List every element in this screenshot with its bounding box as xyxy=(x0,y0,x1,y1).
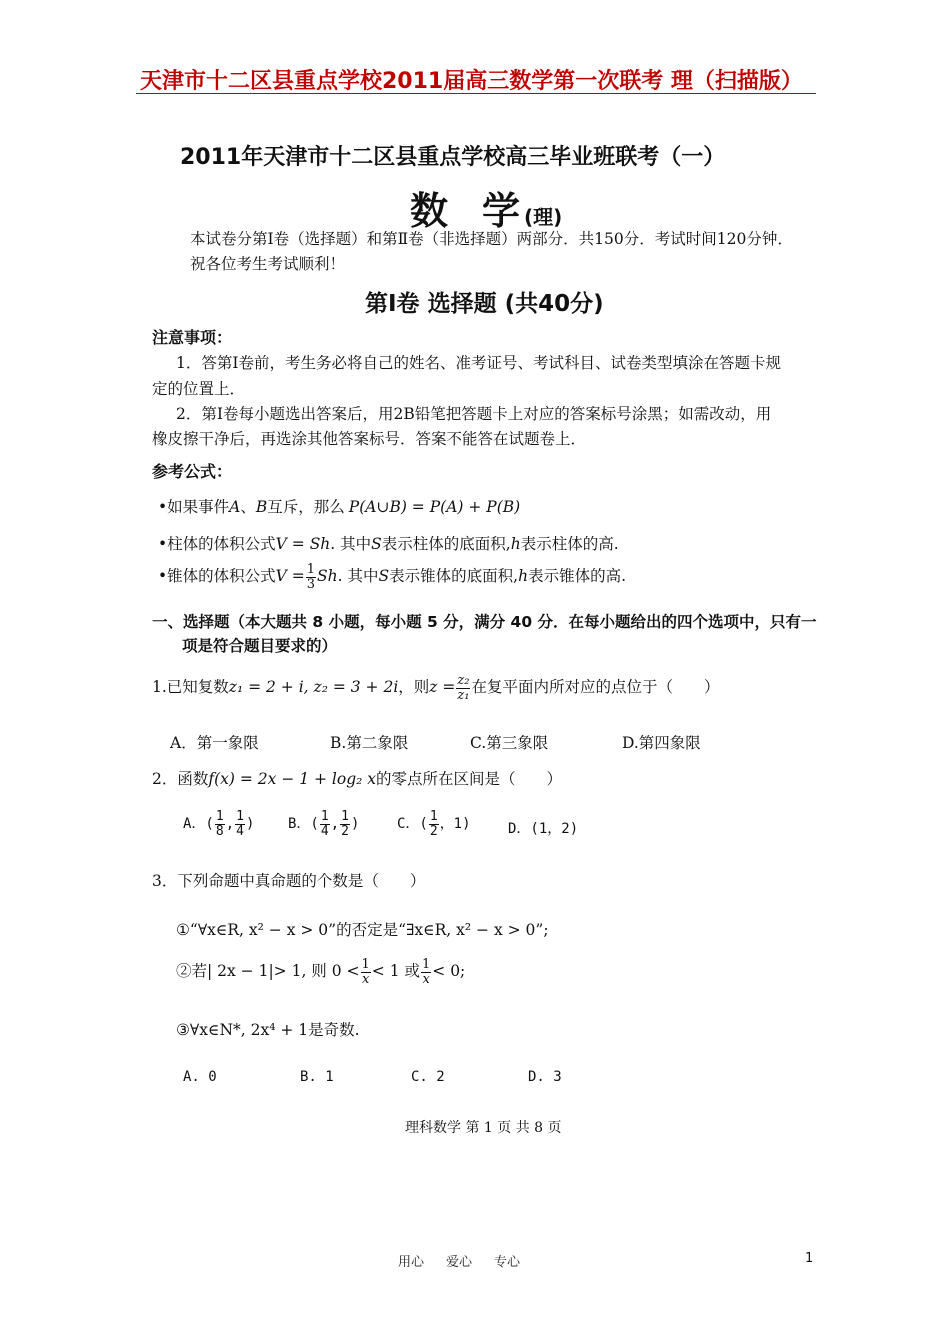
q1-frac-num: z₂ xyxy=(457,673,470,688)
q2-b-comma: , xyxy=(330,816,340,833)
motto-2: 爱心 xyxy=(446,1255,473,1270)
exam-title: 2011年天津市十二区县重点学校高三毕业班联考（一） xyxy=(180,145,726,170)
q1-frac-den: z₁ xyxy=(457,687,470,703)
event-a: A xyxy=(229,498,241,516)
formula-pyramid-sh: Sh xyxy=(317,567,338,586)
frac-den: 2 xyxy=(429,823,438,839)
q2-rest: 的零点所在区间是（ ） xyxy=(376,770,563,788)
frac-num: 1 xyxy=(236,809,244,824)
q2-option-c[interactable] xyxy=(397,810,471,838)
q2-a-frac-1 xyxy=(215,810,225,838)
formula-pyramid-label: •锥体的体积公式 xyxy=(158,567,276,586)
q1-prefix: 1.已知复数 xyxy=(152,678,229,697)
formula-prism xyxy=(158,532,619,554)
q3-s2-frac-1 xyxy=(361,958,371,986)
q2-c-rest: ，1) xyxy=(439,816,471,833)
formula-prism-text-a: . 其中 xyxy=(330,535,372,553)
q1-option-c[interactable]: C.第三象限 xyxy=(470,734,549,752)
q3-option-c[interactable]: C. 2 xyxy=(411,1069,445,1085)
note-2-line-1: 2．第Ⅰ卷每小题选出答案后，用2B铅笔把答题卡上对应的答案标号涂黑；如需改动，用 xyxy=(176,405,772,423)
page-footer: 理科数学 第 1 页 共 8 页 xyxy=(405,1120,562,1136)
formula-pyramid-s: S xyxy=(378,567,390,586)
q1-given: z₁ = 2 + i, z₂ = 3 + 2i xyxy=(228,678,399,697)
frac-num: 1 xyxy=(320,809,329,824)
note-1-line-2: 定的位置上． xyxy=(152,380,246,398)
q2-prefix: 2．函数 xyxy=(152,770,209,788)
notes-title: 注意事项： xyxy=(152,328,233,347)
formula-union-expr: P(A∪B) = P(A) + P(B) xyxy=(348,498,521,516)
formula-pyramid-text-b: 表示锥体的底面积, xyxy=(389,567,519,586)
frac-num: 1 xyxy=(341,809,349,824)
frac-den: 3 xyxy=(306,576,316,592)
page-number: 1 xyxy=(805,1251,814,1266)
formula-pyramid-text-c: 表示锥体的高. xyxy=(528,567,626,586)
subject-char-right: 学 xyxy=(482,189,525,233)
q3-s2-c: < 0; xyxy=(432,962,466,981)
motto-1: 用心 xyxy=(398,1255,425,1270)
q3-statement-2 xyxy=(176,958,465,986)
question-1 xyxy=(152,674,719,702)
note-2-line-2: 橡皮擦干净后，再选涂其他答案标号．答案不能答在试题卷上． xyxy=(152,430,587,448)
q2-a-comma: , xyxy=(225,816,235,833)
q1-fraction xyxy=(456,674,470,702)
fraction-one-third xyxy=(306,563,316,591)
subject-tag: (理) xyxy=(524,205,563,229)
section-one-line-1: 一、选择题（本大题共 8 小题，每小题 5 分，满分 40 分．在每小题给出的四个选项中，只有一 xyxy=(152,613,817,631)
q2-c-frac xyxy=(429,810,439,838)
q2-option-b[interactable] xyxy=(288,810,359,838)
q2-a-label: A．( xyxy=(183,816,214,833)
q1-rest: 在复平面内所对应的点位于（ ） xyxy=(471,678,720,697)
motto-3: 专心 xyxy=(494,1255,521,1270)
q1-option-b[interactable]: B.第二象限 xyxy=(330,734,409,752)
intro-line-1: 本试卷分第Ⅰ卷（选择题）和第Ⅱ卷（非选择题）两部分．共150分．考试时间120分钟． xyxy=(190,230,793,248)
formula-prism-label: •柱体的体积公式 xyxy=(158,535,276,553)
document-banner: 天津市十二区县重点学校2011届高三数学第一次联考 理（扫描版） xyxy=(140,69,803,94)
formulas-title: 参考公式： xyxy=(152,462,233,481)
frac-den: x xyxy=(422,971,430,987)
question-3: 3．下列命题中真命题的个数是（ ） xyxy=(152,872,426,890)
formula-prism-text-c: 表示柱体的高. xyxy=(520,535,619,553)
frac-num: 1 xyxy=(422,957,431,972)
q2-option-a[interactable] xyxy=(183,810,254,838)
frac-num: 1 xyxy=(361,957,370,972)
q3-statement-3: ③∀x∈N*, 2x⁴ + 1是奇数. xyxy=(176,1021,360,1039)
frac-den: 8 xyxy=(215,823,224,839)
formula-pyramid xyxy=(158,563,626,591)
q3-statement-1: ①“∀x∈R, x² − x > 0”的否定是“∃x∈R, x² − x > 0”; xyxy=(176,921,549,939)
q3-s2-frac-2 xyxy=(421,958,431,986)
q3-option-d[interactable]: D. 3 xyxy=(528,1069,562,1085)
q3-s2-a: ②若| 2x − 1|> 1, 则 0 < xyxy=(176,962,360,981)
formula-pyramid-lhs: V = xyxy=(275,567,305,586)
q2-b-frac-1 xyxy=(320,810,330,838)
frac-den: 4 xyxy=(236,823,244,839)
motto-footer xyxy=(398,1251,542,1270)
frac-den: 2 xyxy=(341,823,349,839)
q3-s2-b: < 1 或 xyxy=(371,962,420,981)
part1-title: 第Ⅰ卷 选择题 (共40分) xyxy=(365,291,604,317)
subject-char-left: 数 xyxy=(410,189,453,233)
q2-b-label: B．( xyxy=(288,816,319,833)
q1-option-a[interactable]: A．第一象限 xyxy=(170,734,259,752)
formula-pyramid-h: h xyxy=(518,567,529,586)
q2-c-label: C．( xyxy=(397,816,428,833)
q2-a-close: ) xyxy=(245,816,255,833)
formula-prism-h: h xyxy=(510,535,521,553)
frac-num: 1 xyxy=(306,562,316,577)
formula-pyramid-text-a: . 其中 xyxy=(337,567,379,586)
frac-num: 1 xyxy=(215,809,224,824)
q2-b-frac-2 xyxy=(340,810,350,838)
formula-union-label: •如果事件 xyxy=(158,498,230,516)
question-2 xyxy=(152,767,562,789)
banner-underline xyxy=(136,93,816,94)
section-one-line-2: 项是符合题目要求的） xyxy=(182,637,338,655)
formula-union-text: 互斥，那么 xyxy=(267,498,345,516)
frac-den: 4 xyxy=(320,823,329,839)
intro-line-2: 祝各位考生考试顺利！ xyxy=(190,255,346,273)
note-1-line-1: 1．答第Ⅰ卷前，考生务必将自己的姓名、准考证号、考试科目、试卷类型填涂在答题卡规 xyxy=(176,354,781,372)
q1-z-eq: z = xyxy=(429,678,456,697)
q2-a-frac-2 xyxy=(235,810,245,838)
formula-prism-expr: V = Sh xyxy=(275,535,331,553)
q1-option-d[interactable]: D.第四象限 xyxy=(622,734,701,752)
frac-den: x xyxy=(361,971,370,987)
formula-prism-text-b: 表示柱体的底面积, xyxy=(381,535,511,553)
q2-option-d[interactable]: D．(1，2) xyxy=(508,821,579,837)
q2-expr: f(x) = 2x − 1 + log₂ x xyxy=(208,770,377,788)
q3-option-a[interactable]: A. 0 xyxy=(183,1069,217,1085)
frac-num: 1 xyxy=(429,809,438,824)
q2-b-close: ) xyxy=(350,816,360,833)
q1-then: ，则 xyxy=(398,678,430,697)
q3-option-b[interactable]: B. 1 xyxy=(300,1069,334,1085)
event-b: B xyxy=(255,498,268,516)
formula-union xyxy=(158,495,520,517)
formula-union-sep: 、 xyxy=(240,498,256,516)
formula-prism-s: S xyxy=(371,535,382,553)
